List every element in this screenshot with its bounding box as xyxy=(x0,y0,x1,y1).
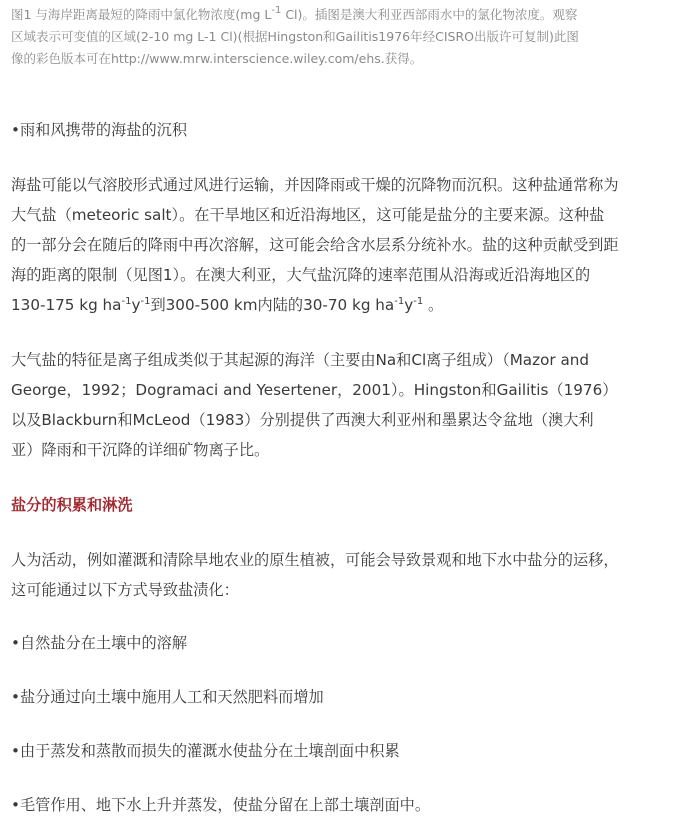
text-line: 大气盐的特征是离子组成类似于其起源的海洋（主要由Na和Cl离子组成）（Mazor and xyxy=(11,351,590,369)
bullet-item: •毛管作用、地下水上升并蒸发，使盐分留在上部土壤剖面中。 xyxy=(11,796,431,814)
paragraph-human-activity xyxy=(11,545,671,605)
text-line: 130-175 kg $ha^{-1}y^{-1}$到300-500 km内陆的30-70 kg $ha^{-1}y^{-1}$ 。 xyxy=(11,296,444,314)
caption-line-2: 区域表示可变值的区域(2-10 mg L-1 Cl)(根据Hingston和Gailitis1976年经CISRO出版许可复制)此图 xyxy=(11,29,579,44)
text-line: 这可能通过以下方式导致盐渍化： xyxy=(11,581,239,599)
paragraph-meteoric-salt xyxy=(11,345,671,465)
text-line: George，1992；Dogramaci and Yesertener，2001）。Hingston和Gailitis（1976） xyxy=(11,381,618,399)
text-line: 海的距离的限制（见图1）。在澳大利亚，大气盐沉降的速率范围从沿海或近沿海地区的 xyxy=(11,266,591,284)
caption-line-3: 像的彩色版本可在http://www.mrw.interscience.wiley.com/ehs.获得。 xyxy=(11,51,423,66)
text-line: 以及Blackburn和McLeod（1983）分别提供了西澳大利亚州和墨累达令盆地（澳大利 xyxy=(11,411,594,429)
paragraph-sea-salt xyxy=(11,170,671,320)
bullet-rain-heading: •雨和风携带的海盐的沉积 xyxy=(11,121,188,139)
text-line: 亚）降雨和干沉降的详细矿物离子比。 xyxy=(11,441,270,459)
figure-caption xyxy=(11,4,671,70)
bullet-item: •盐分通过向土壤中施用人工和天然肥料而增加 xyxy=(11,688,324,706)
text-line: 人为活动，例如灌溉和清除旱地农业的原生植被，可能会导致景观和地下水中盐分的运移， xyxy=(11,551,619,569)
caption-line-1: 图1 与海岸距离最短的降雨中氯化物浓度(mg $L^{-1}$ Cl)。插图是澳大利亚西部雨水中的氯化物浓度。观察 xyxy=(11,5,578,22)
bullet-item: •自然盐分在土壤中的溶解 xyxy=(11,634,188,652)
bullet-item: •由于蒸发和蒸散而损失的灌溉水使盐分在土壤剖面中积累 xyxy=(11,742,400,760)
text-line: 海盐可能以气溶胶形式通过风进行运输，并因降雨或干燥的沉降物而沉积。这种盐通常称为 xyxy=(11,176,619,194)
text-line: 大气盐（meteoric salt）。在干旱地区和近沿海地区，这可能是盐分的主要来源。这种盐 xyxy=(11,206,605,224)
section-heading: 盐分的积累和淋洗 xyxy=(11,496,133,514)
text-line: 的一部分会在随后的降雨中再次溶解，这可能会给含水层系分统补水。盐的这种贡献受到距 xyxy=(11,236,619,254)
